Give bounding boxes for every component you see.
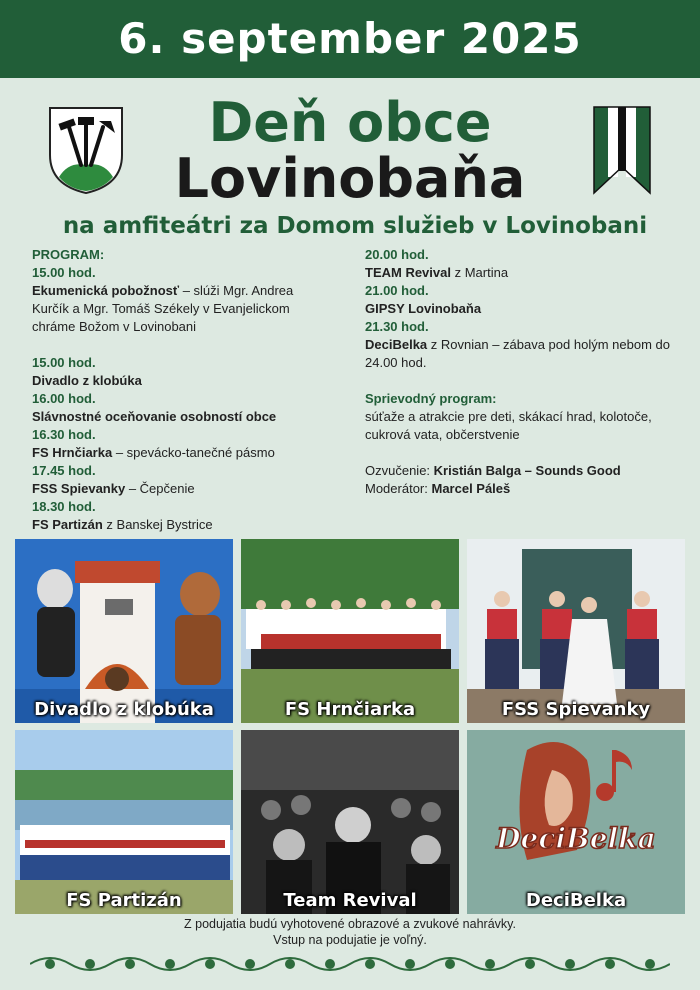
- theater-photo: [15, 539, 233, 723]
- program-item-name: FS Partizán: [32, 517, 103, 532]
- village-name: Lovinobaňa: [174, 147, 526, 210]
- photo-spievanky: [467, 539, 685, 723]
- folk-group-photo: [241, 539, 459, 723]
- moderator-label: Moderátor:: [365, 481, 432, 496]
- event-title: Deň obce: [208, 91, 492, 154]
- photo-caption: Divadlo z klobúka: [34, 699, 214, 720]
- program-time: 15.00 hod.: [32, 355, 96, 370]
- moderator-credit: [365, 480, 685, 498]
- program-time: 21.00 hod.: [365, 283, 429, 298]
- program-item-name: FSS Spievanky: [32, 481, 126, 496]
- photo-caption: DeciBelka: [525, 890, 627, 911]
- ensemble-photo: [15, 730, 233, 914]
- program-item-name: TEAM Revival: [365, 265, 451, 280]
- program-item-desc: – spevácko-tanečné pásmo: [112, 445, 275, 460]
- sound-credit: [365, 462, 685, 480]
- photo-hrnciarka: [241, 539, 459, 723]
- program-time: 16.00 hod.: [32, 391, 96, 406]
- program-time: 18.30 hod.: [32, 499, 96, 514]
- event-date: 6. september 2025: [118, 14, 582, 63]
- venue-subtitle: na amfiteátri za Domom služieb v Lovinobani: [62, 213, 648, 239]
- program-time: 20.00 hod.: [365, 247, 429, 262]
- date-banner: [0, 0, 700, 78]
- footer-entry-note: Vstup na podujatie je voľný.: [273, 933, 427, 947]
- footer-note: [0, 916, 700, 948]
- photo-caption: FS Hrnčiarka: [284, 699, 416, 720]
- band-photo: [241, 730, 459, 914]
- program-item-desc: z Rovnian – zábava pod holým nebom do 24.00 hod.: [365, 337, 670, 370]
- program-item-name: Divadlo z klobúka: [32, 373, 142, 388]
- program-item: [32, 480, 332, 498]
- accompanying-text: súťaže a atrakcie pre deti, skákací hrad, kolotoče, cukrová vata, občerstvenie: [365, 409, 652, 442]
- photo-divadlo: [15, 539, 233, 723]
- program-item-name: Slávnostné oceňovanie osobností obce: [32, 409, 277, 424]
- program-item: [32, 372, 332, 390]
- footer-recording-note: Z podujatia budú vyhotovené obrazové a zvukové nahrávky.: [184, 917, 516, 931]
- program-item: [32, 282, 332, 336]
- photo-team-revival: [241, 730, 459, 914]
- photo-partizan: [15, 730, 233, 914]
- program-item-name: Ekumenická pobožnosť: [32, 283, 180, 298]
- sound-value: Kristián Balga – Sounds Good: [433, 463, 621, 478]
- photo-caption: Team Revival: [283, 890, 417, 911]
- accompanying-heading: Sprievodný program:: [365, 391, 497, 406]
- program-item-desc: – slúži Mgr. Andrea Kurčík a Mgr. Tomáš Székely v Evanjelickom chráme Božom v Lovinobani: [32, 283, 294, 334]
- logo-wordmark: DeciBelka: [496, 822, 656, 855]
- program-right-column: [365, 246, 685, 498]
- program-item-desc: – Čepčenie: [125, 481, 195, 496]
- moderator-value: Marcel Páleš: [431, 481, 511, 496]
- program-item: [365, 336, 685, 372]
- program-item: [32, 516, 332, 534]
- decibelka-logo: [467, 730, 685, 914]
- program-left-column: [32, 246, 332, 534]
- program-time: 16.30 hod.: [32, 427, 96, 442]
- photo-caption: FS Partizán: [66, 890, 182, 911]
- photo-decibelka: [467, 730, 685, 914]
- floral-ornament: [30, 948, 670, 980]
- program-heading: PROGRAM:: [32, 247, 105, 262]
- photo-caption: FSS Spievanky: [501, 699, 651, 720]
- village-flag: [592, 105, 652, 195]
- program-item-name: FS Hrnčiarka: [32, 445, 113, 460]
- program-item: [32, 408, 332, 426]
- program-time: 17.45 hod.: [32, 463, 96, 478]
- program-item: [32, 444, 332, 462]
- program-item-desc: z Banskej Bystrice: [102, 517, 213, 532]
- program-item-name: DeciBelka: [365, 337, 428, 352]
- program-item-name: GIPSY Lovinobaňa: [365, 301, 482, 316]
- program-item: [365, 264, 685, 282]
- sound-label: Ozvučenie:: [365, 463, 434, 478]
- program-item-desc: z Martina: [450, 265, 509, 280]
- program-item: [365, 300, 685, 318]
- program-time: 21.30 hod.: [365, 319, 429, 334]
- program-time: 15.00 hod.: [32, 265, 96, 280]
- singers-photo: [467, 539, 685, 723]
